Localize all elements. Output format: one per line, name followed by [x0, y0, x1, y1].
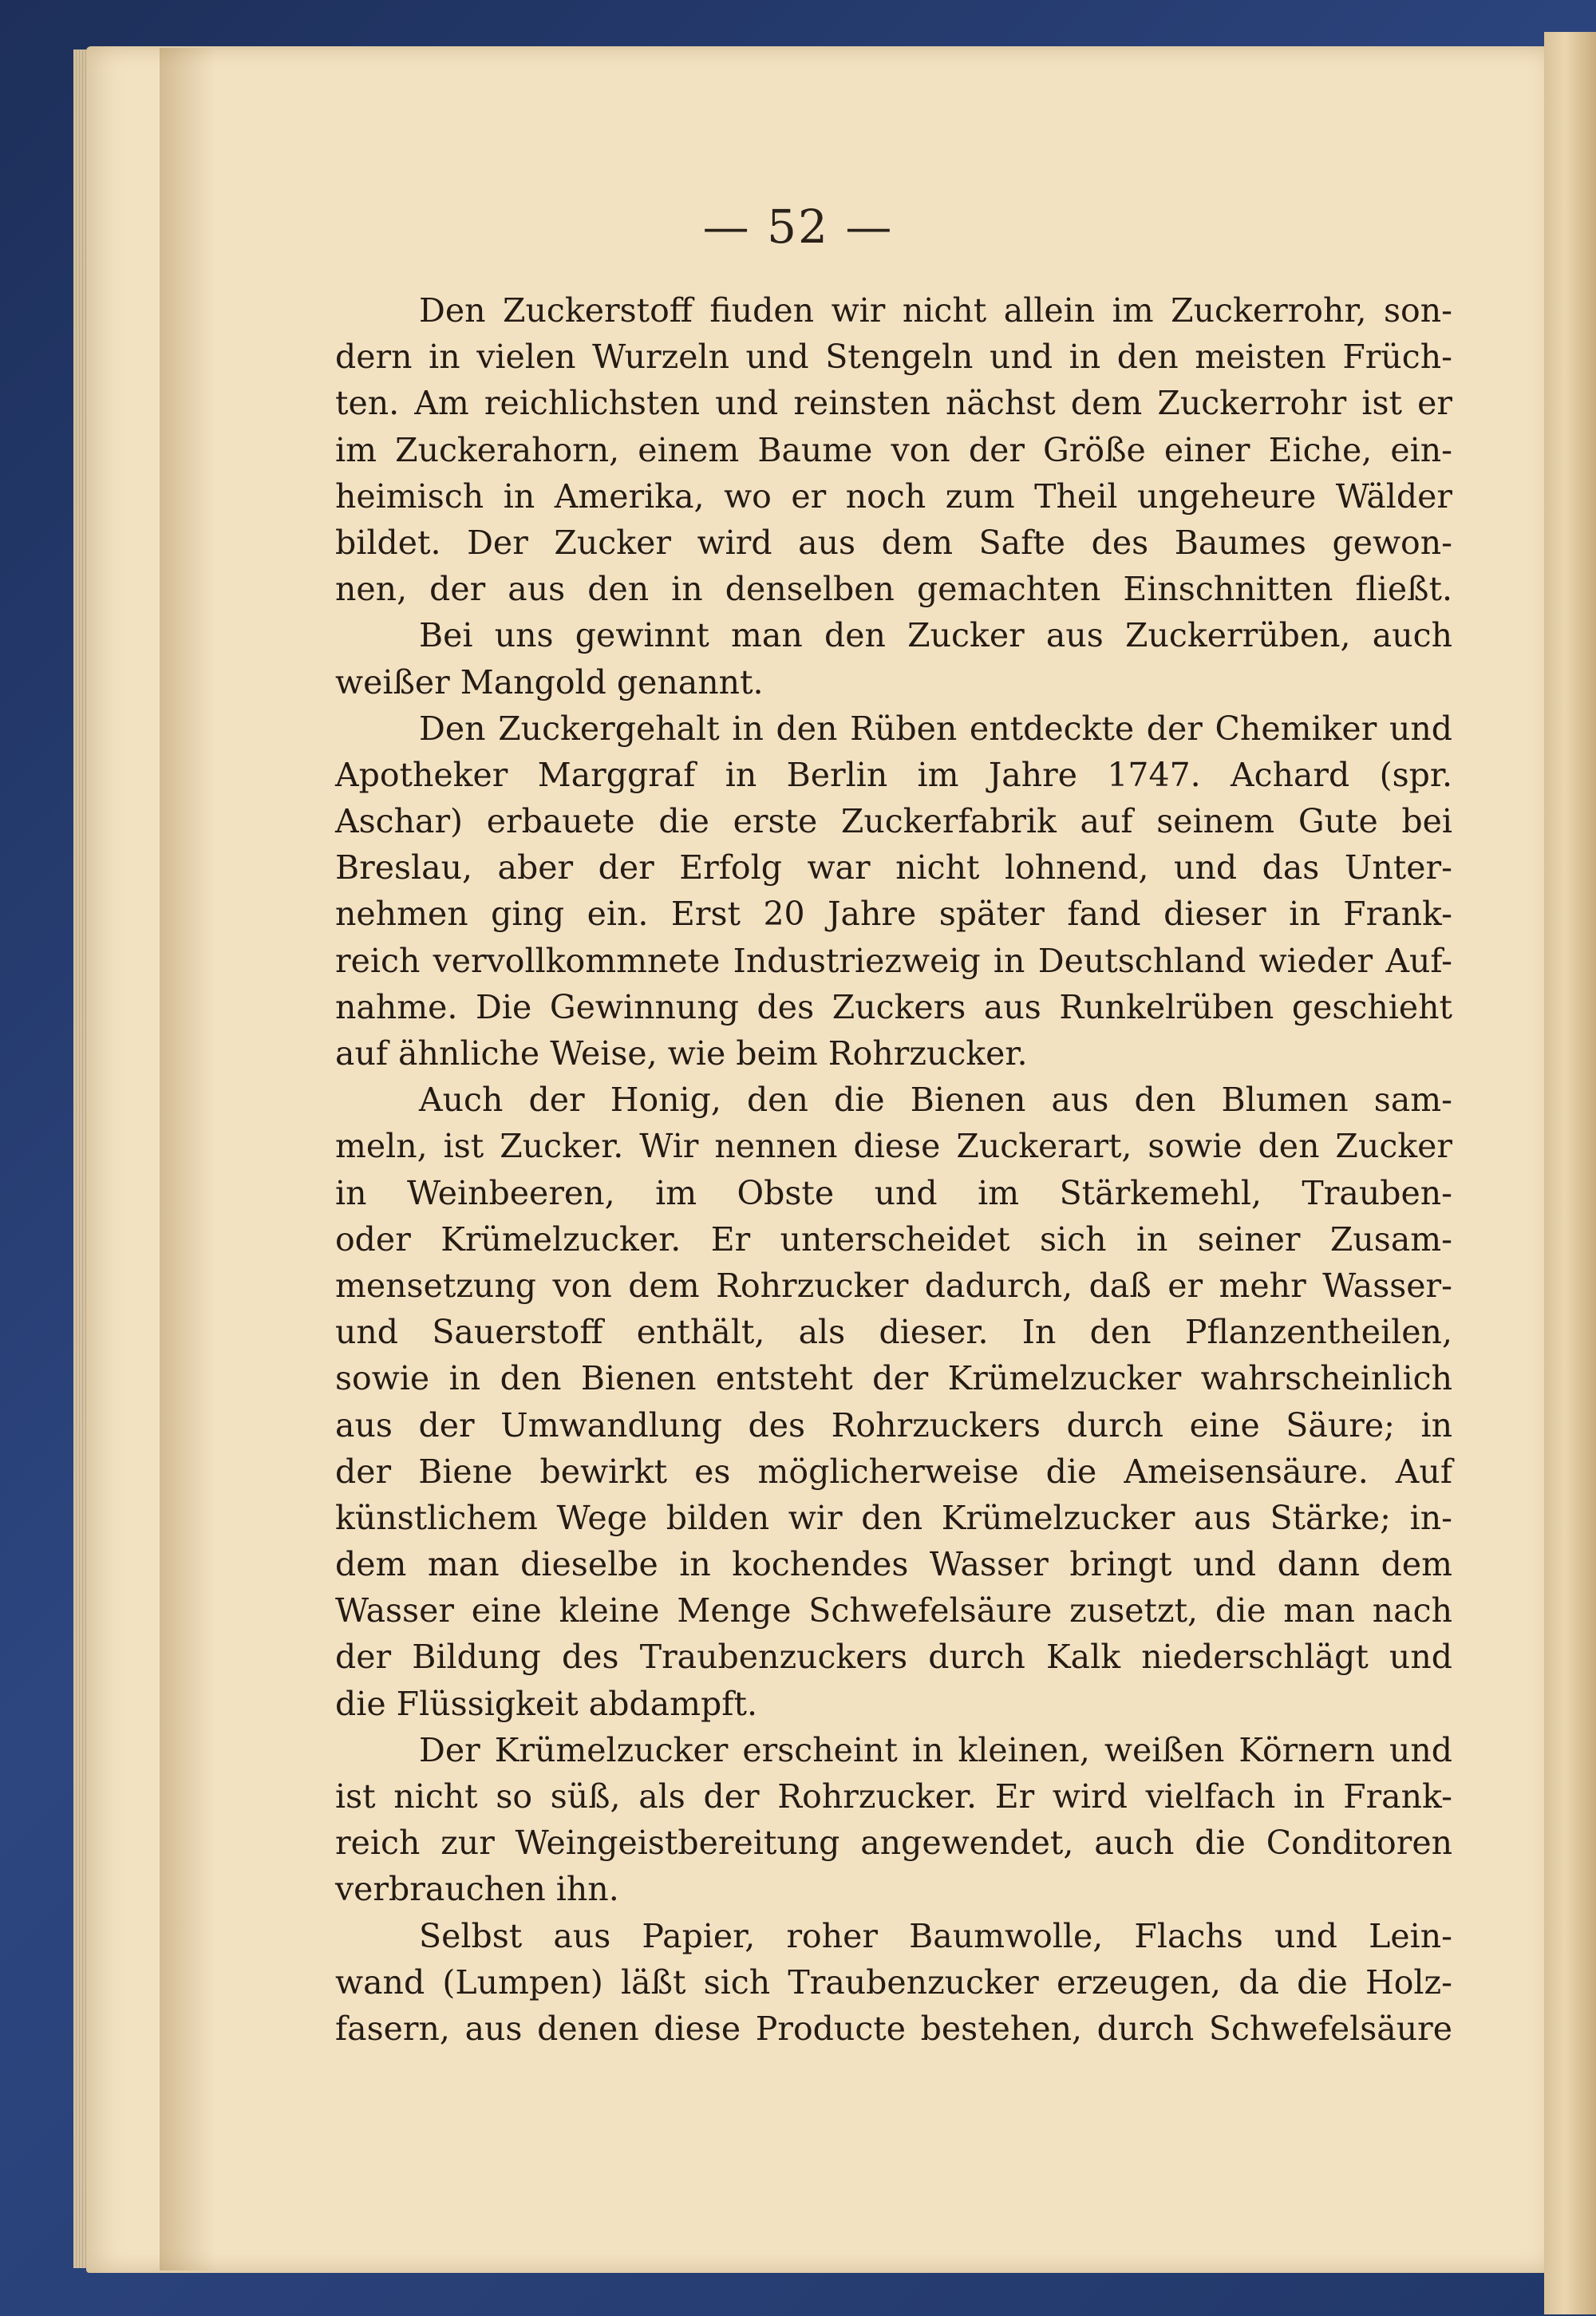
text-line: nen, der aus den in denselben gemachten Einschnitten fließt.: [335, 570, 1452, 609]
text-line: Aschar) erbauete die erste Zuckerfabrik auf seinem Gute bei: [335, 802, 1452, 841]
text-line: nehmen ging ein. Erst 20 Jahre später fand dieser in Frank-: [335, 895, 1452, 934]
facing-page-edge: [1544, 32, 1596, 2314]
text-line: oder Krümelzucker. Er unterscheidet sich in seiner Zusam-: [335, 1219, 1452, 1259]
text-line: Der Krümelzucker erscheint in kleinen, weißen Körnern und: [419, 1730, 1452, 1769]
text-line: ten. Am reichlichsten und reinsten nächst dem Zuckerrohr ist er: [335, 384, 1452, 423]
text-line: nahme. Die Gewinnung des Zuckers aus Runkelrüben geschieht: [335, 987, 1452, 1026]
text-line: sowie in den Bienen entsteht der Krümelzucker wahrscheinlich: [335, 1359, 1452, 1398]
text-line: und Sauerstoff enthält, als dieser. In den Pflanzentheilen,: [335, 1313, 1452, 1352]
text-line: verbrauchen ihn.: [335, 1870, 619, 1909]
text-line: künstlichem Wege bilden wir den Krümelzucker aus Stärke; in-: [335, 1498, 1452, 1537]
text-line: auf ähnliche Weise, wie beim Rohrzucker.: [335, 1034, 1028, 1073]
text-line: ist nicht so süß, als der Rohrzucker. Er wird vielfach in Frank-: [335, 1777, 1452, 1816]
text-line: der Bildung des Traubenzuckers durch Kalk niederschlägt und: [335, 1638, 1452, 1677]
text-line: reich vervollkommnete Industriezweig in Deutschland wieder Auf-: [335, 941, 1452, 980]
text-line: meln, ist Zucker. Wir nennen diese Zuckerart, sowie den Zucker: [335, 1127, 1452, 1166]
text-line: Den Zuckerstoff fiuden wir nicht allein im Zuckerrohr, son-: [419, 291, 1452, 330]
body-text: [335, 287, 1452, 2052]
text-line: weißer Mangold genannt.: [335, 662, 764, 702]
gutter-shadow: [160, 48, 215, 2271]
text-line: fasern, aus denen diese Producte bestehen, durch Schwefelsäure: [335, 2009, 1452, 2048]
text-line: wand (Lumpen) läßt sich Traubenzucker erzeugen, da die Holz-: [335, 1962, 1452, 2002]
text-line: Auch der Honig, den die Bienen aus den Blumen sam-: [419, 1081, 1452, 1120]
text-line: Selbst aus Papier, roher Baumwolle, Flachs und Lein-: [419, 1916, 1452, 1955]
text-line: dern in vielen Wurzeln und Stengeln und in den meisten Früch-: [335, 338, 1452, 377]
text-line: Apotheker Marggraf in Berlin im Jahre 1747. Achard (spr.: [335, 755, 1452, 794]
text-line: dem man dieselbe in kochendes Wasser bringt und dann dem: [335, 1545, 1452, 1584]
text-line: im Zuckerahorn, einem Baume von der Größe einer Eiche, ein-: [335, 430, 1452, 469]
text-line: Wasser eine kleine Menge Schwefelsäure zusetzt, die man nach: [335, 1591, 1452, 1630]
text-line: bildet. Der Zucker wird aus dem Safte des Baumes gewon-: [335, 523, 1452, 562]
text-line: Bei uns gewinnt man den Zucker aus Zuckerrüben, auch: [419, 616, 1452, 655]
text-line: die Flüssigkeit abdampft.: [335, 1684, 757, 1723]
text-line: heimisch in Amerika, wo er noch zum Theil ungeheure Wälder: [335, 476, 1452, 516]
text-line: Breslau, aber der Erfolg war nicht lohnend, und das Unter-: [335, 848, 1452, 887]
text-line: Den Zuckergehalt in den Rüben entdeckte der Chemiker und: [419, 709, 1452, 748]
page-number: — 52 —: [702, 200, 894, 254]
text-line: der Biene bewirkt es möglicherweise die Ameisensäure. Auf: [335, 1452, 1452, 1491]
text-line: reich zur Weingeistbereitung angewendet, auch die Conditoren: [335, 1824, 1452, 1863]
text-line: in Weinbeeren, im Obste und im Stärkemehl, Trauben-: [335, 1173, 1452, 1212]
text-line: aus der Umwandlung des Rohrzuckers durch eine Säure; in: [335, 1405, 1452, 1445]
text-line: mensetzung von dem Rohrzucker dadurch, daß er mehr Wasser-: [335, 1266, 1452, 1305]
